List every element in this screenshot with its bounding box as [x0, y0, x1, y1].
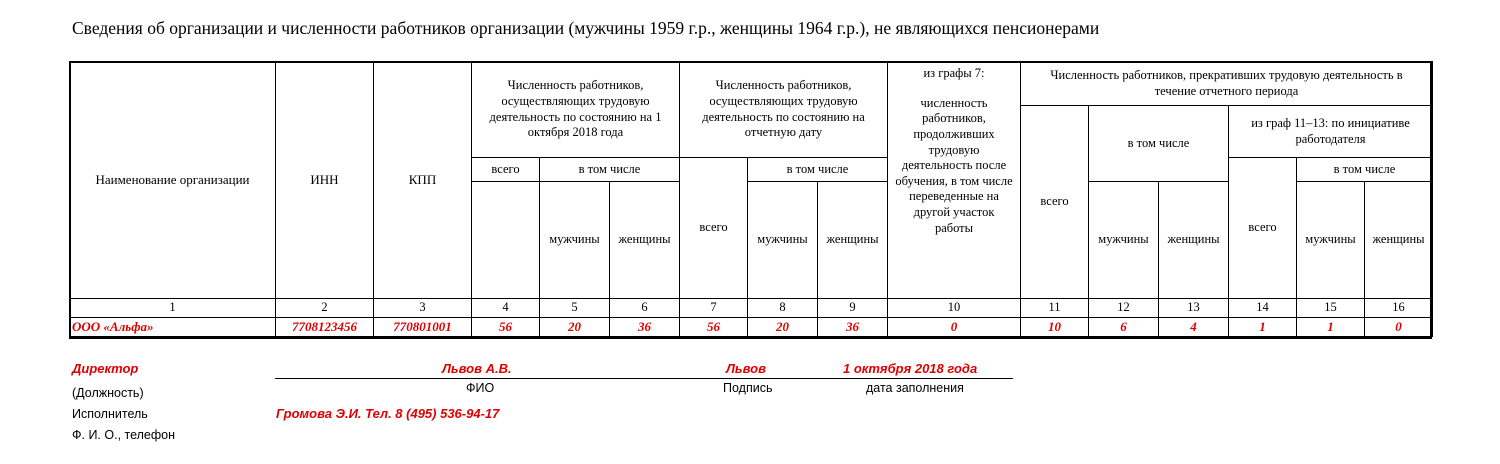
- column-number: 6: [610, 299, 680, 318]
- date-value: 1 октября 2018 года: [843, 361, 978, 376]
- signature-line: [275, 378, 1013, 379]
- header-total-14: всего: [1229, 158, 1297, 299]
- column-number: 12: [1089, 299, 1159, 318]
- executor-sub-label: Ф. И. О., телефон: [72, 428, 176, 442]
- position-label: (Должность): [72, 386, 144, 400]
- signature-value: Львов: [726, 361, 766, 376]
- executor-value: Громова Э.И. Тел. 8 (495) 536-94-17: [276, 406, 500, 421]
- cell-value: 20: [540, 318, 610, 337]
- column-number: 7: [680, 299, 748, 318]
- header-from-col7: [888, 62, 1021, 299]
- header-total-7: всего: [680, 158, 748, 299]
- cell-value: 56: [472, 318, 540, 337]
- column-number: 3: [374, 299, 472, 318]
- cell-value: 10: [1021, 318, 1089, 337]
- header-group-terminated: Численность работников, прекративших трудовую деятельность в течение отчетного периода: [1021, 62, 1433, 106]
- cell-value: 0: [888, 318, 1021, 337]
- column-number: 15: [1297, 299, 1365, 318]
- cell-value: 36: [818, 318, 888, 337]
- header-women-6: женщины: [610, 182, 680, 299]
- cell-value: 1: [1229, 318, 1297, 337]
- header-empty-4: [472, 182, 540, 299]
- position-value: Директор: [72, 361, 139, 376]
- cell-org-name: ООО «Альфа»: [70, 318, 276, 337]
- header-women-9: женщины: [818, 182, 888, 299]
- header-org-name: Наименование организации: [70, 62, 276, 299]
- report-table: [69, 61, 1433, 337]
- column-number: 2: [276, 299, 374, 318]
- date-label: дата заполнения: [866, 381, 964, 395]
- header-men-15: мужчины: [1297, 182, 1365, 299]
- column-number: 13: [1159, 299, 1229, 318]
- header-men-8: мужчины: [748, 182, 818, 299]
- cell-value: 20: [748, 318, 818, 337]
- column-number: 11: [1021, 299, 1089, 318]
- header-initiative: из граф 11–13: по инициативе работодателя: [1229, 106, 1433, 158]
- column-number: 1: [70, 299, 276, 318]
- header-kpp: КПП: [374, 62, 472, 299]
- signature-label: Подпись: [723, 381, 773, 395]
- header-from-col7-line2: численность работников, продолживших трудовую деятельность после обучения, в том числе переведенные на другой участок работы: [895, 95, 1013, 235]
- fio-value: Львов А.В.: [442, 361, 512, 376]
- header-women-13: женщины: [1159, 182, 1229, 299]
- table-row: [70, 318, 1433, 337]
- header-total-4: всего: [472, 158, 540, 182]
- column-number: 14: [1229, 299, 1297, 318]
- header-inn: ИНН: [276, 62, 374, 299]
- header-total-11: всего: [1021, 106, 1089, 299]
- header-including-8-9: в том числе: [748, 158, 888, 182]
- header-group-report: Численность работников, осуществляющих трудовую деятельность по состоянию на отчетную дату: [680, 62, 888, 158]
- page-title: Сведения об организации и численности работников организации (мужчины 1959 г.р., женщины 1964 г.р.), не являющихся пенсионерами: [72, 18, 1100, 38]
- header-group-oct: Численность работников, осуществляющих трудовую деятельность по состоянию на 1 октября 2018 года: [472, 62, 680, 158]
- header-including-15-16: в том числе: [1297, 158, 1433, 182]
- cell-kpp: 770801001: [374, 318, 472, 337]
- column-number: 16: [1365, 299, 1433, 318]
- cell-value: 56: [680, 318, 748, 337]
- header-women-16: женщины: [1365, 182, 1433, 299]
- header-including-5-6: в том числе: [540, 158, 680, 182]
- header-including-12-13: в том числе: [1089, 106, 1229, 182]
- column-number: 5: [540, 299, 610, 318]
- column-number: 4: [472, 299, 540, 318]
- cell-value: 4: [1159, 318, 1229, 337]
- column-number: 8: [748, 299, 818, 318]
- header-from-col7-line1: из графы 7:: [923, 66, 985, 80]
- cell-inn: 7708123456: [276, 318, 374, 337]
- cell-value: 0: [1365, 318, 1433, 337]
- column-number: 9: [818, 299, 888, 318]
- header-men-12: мужчины: [1089, 182, 1159, 299]
- column-number-row: [70, 299, 1433, 318]
- executor-label: Исполнитель: [72, 407, 148, 421]
- cell-value: 1: [1297, 318, 1365, 337]
- fio-label: ФИО: [466, 381, 495, 395]
- header-men-5: мужчины: [540, 182, 610, 299]
- cell-value: 36: [610, 318, 680, 337]
- cell-value: 6: [1089, 318, 1159, 337]
- column-number: 10: [888, 299, 1021, 318]
